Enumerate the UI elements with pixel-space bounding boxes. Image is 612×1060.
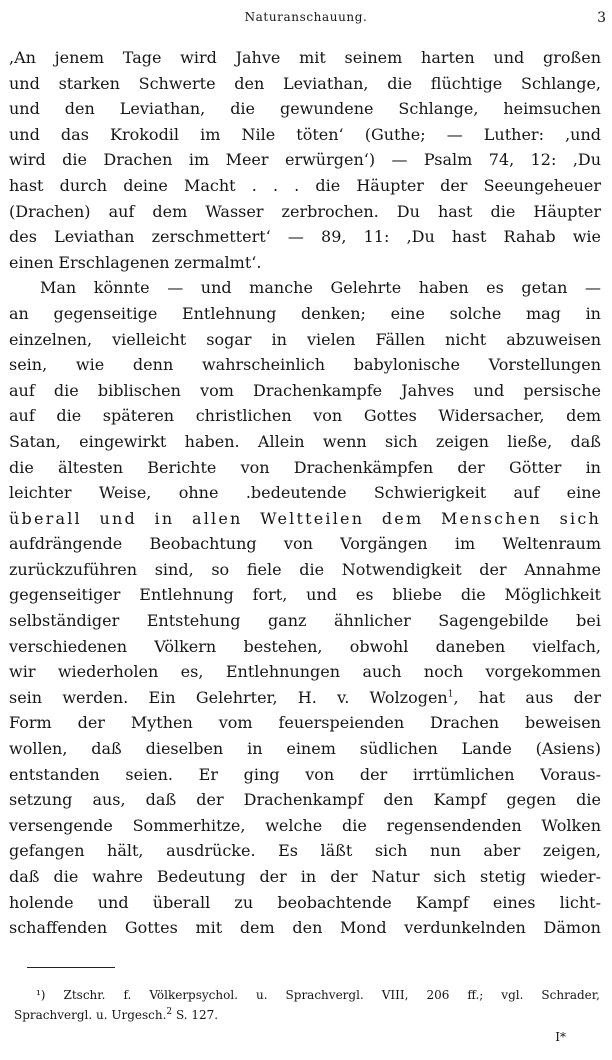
- footnote-divider: [27, 967, 115, 968]
- footnote-line: [14, 1005, 600, 1025]
- footnote-text: S. 127.: [172, 1008, 219, 1022]
- text-line: wird die Drachen im Meer erwürgen‘) — Psalm 74, 12: ‚Du: [9, 150, 601, 170]
- footnotes: [14, 985, 600, 1025]
- edition-superscript: 2: [166, 1007, 173, 1017]
- footnote-line: [14, 985, 600, 1005]
- text-line: an gegenseitige Entlehnung denken; eine solche mag in: [9, 303, 601, 323]
- text-line: setzung aus, daß der Drachenkampf den Kampf gegen die: [9, 790, 601, 810]
- text-line: wollen, daß dieselben in einem südlichen Lande (Asiens): [9, 739, 601, 759]
- signature-mark: I*: [555, 1030, 566, 1044]
- footnote-text: Sprachvergl. u. Urgesch.: [14, 1008, 167, 1022]
- footnote-text: Ztschr. f. Völkerpsychol. u. Sprachvergl. VIII, 206 ff.; vgl. Schrader,: [63, 988, 600, 1002]
- text-line: und das Krokodil im Nile töten‘ (Guthe; — Luther: ‚und: [9, 124, 601, 144]
- text-line: einen Erschlagenen zermalmt‘.: [9, 252, 262, 272]
- running-title: Naturanschauung.: [244, 10, 368, 24]
- text-line: sein, wie denn wahrscheinlich babylonische Vorstellungen: [9, 355, 601, 375]
- paragraph-start-line: Man könnte — und manche Gelehrte haben es getan —: [40, 278, 601, 298]
- running-head: [0, 10, 612, 28]
- footnote-reference: 1: [447, 689, 454, 700]
- emphasized-text-line: überall und in allen Weltteilen dem Menschen sich: [9, 508, 601, 528]
- text-line: entstanden seien. Er ging von der irrtümlichen Voraus-: [9, 764, 601, 784]
- text-line: und den Leviathan, die gewundene Schlange, heimsuchen: [9, 99, 601, 119]
- text-line: ,An jenem Tage wird Jahve mit seinem harten und großen: [9, 48, 601, 67]
- text-line: auf die biblischen vom Drachenkampfe Jahves und persische: [9, 380, 601, 400]
- text-line: die ältesten Berichte von Drachenkämpfen der Götter in: [9, 457, 601, 477]
- text-line: gegenseitiger Entlehnung fort, und es bliebe die Möglichkeit: [9, 585, 601, 605]
- text-line: wir wiederholen es, Entlehnungen auch noch vorgekommen: [9, 662, 601, 682]
- text-line: gefangen hält, ausdrücke. Es läßt sich nun aber zeigen,: [9, 841, 601, 861]
- text-line-with-footnote: [9, 685, 601, 711]
- text-line: des Leviathan zerschmettert‘ — 89, 11: ‚Du hast Rahab wie: [9, 227, 601, 247]
- text-line: versengende Sommerhitze, welche die regensendenden Wolken: [9, 815, 601, 835]
- text-line: verschiedenen Völkern bestehen, obwohl daneben vielfach,: [9, 636, 601, 656]
- text-line: einzelnen, vielleicht sogar in vielen Fällen nicht abzuweisen: [9, 329, 601, 349]
- text-line: Form der Mythen vom feuerspeienden Drachen beweisen: [9, 713, 601, 733]
- text-line: leichter Weise, ohne .bedeutende Schwierigkeit auf eine: [9, 483, 601, 503]
- text-line: schaffenden Gottes mit dem den Mond verdunkelnden Dämon: [9, 918, 601, 938]
- text-line: und starken Schwerte den Leviathan, die flüchtige Schlange,: [9, 73, 601, 93]
- footnote-marker: ¹): [36, 988, 46, 1002]
- text-segment: sein werden. Ein Gelehrter, H. v. Wolzogen: [9, 687, 448, 707]
- text-line: Satan, eingewirkt haben. Allein wenn sich zeigen ließe, daß: [9, 431, 601, 451]
- text-line: auf die späteren christlichen von Gottes Widersacher, dem: [9, 406, 601, 426]
- body-text: [9, 45, 601, 941]
- text-segment: , hat aus der: [453, 687, 601, 707]
- text-line: zurückzuführen sind, so fiele die Notwendigkeit der Annahme: [9, 559, 601, 579]
- text-line: (Drachen) auf dem Wasser zerbrochen. Du hast die Häupter: [9, 201, 601, 221]
- text-line: selbständiger Entstehung ganz ähnlicher Sagengebilde bei: [9, 611, 601, 631]
- text-line: hast durch deine Macht . . . die Häupter der Seeungeheuer: [9, 175, 601, 195]
- text-line: daß die wahre Bedeutung der in der Natur sich stetig wieder-: [9, 867, 601, 886]
- text-line: aufdrängende Beobachtung von Vorgängen im Weltenraum: [9, 534, 601, 554]
- text-line: holende und überall zu beobachtende Kampf eines licht-: [9, 892, 601, 912]
- page-number: 3: [597, 10, 606, 26]
